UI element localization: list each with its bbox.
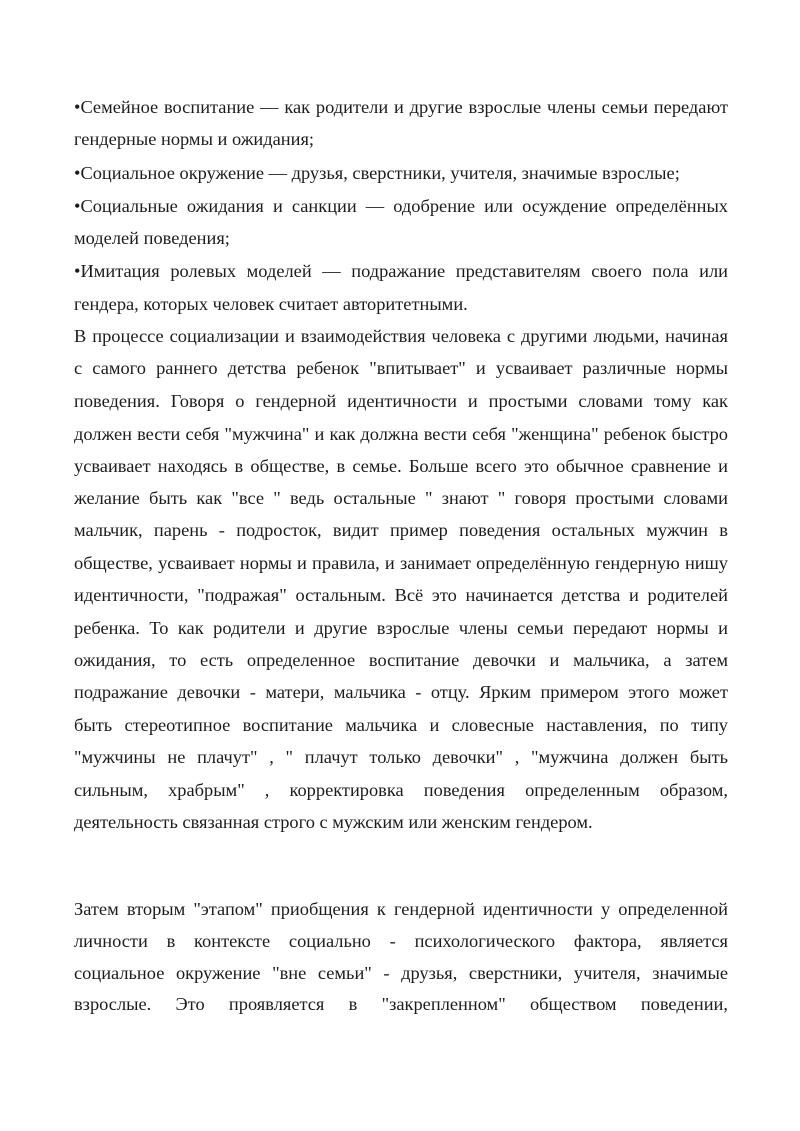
text-line: с самого раннего детства ребенок "впитывает" и усваивает различные нормы: [74, 358, 728, 378]
text-line: В процессе социализации и взаимодействия человека с другими людьми, начиная: [74, 326, 728, 346]
text-line: мальчик, парень - подросток, видит пример поведения остальных мужчин в: [74, 520, 728, 540]
text-line: •Имитация ролевых моделей — подражание представителям своего пола или: [74, 261, 728, 281]
text-line: социальное окружение "вне семьи" - друзья, сверстники, учителя, значимые: [74, 963, 728, 983]
text-line: •Семейное воспитание — как родители и другие взрослые члены семьи передают: [74, 97, 728, 117]
text-line: обществе, усваивает нормы и правила, и занимает определённую гендерную нишу: [74, 553, 728, 573]
text-line: моделей поведения;: [74, 228, 230, 248]
text-line: должен вести себя "мужчина" и как должна вести себя "женщина" ребенок быстро: [74, 424, 728, 444]
text-line: ребенка. То как родители и другие взрослые члены семьи передают нормы и: [74, 618, 728, 638]
text-line: гендерные нормы и ожидания;: [74, 129, 315, 149]
text-line: идентичности, "подражая" остальным. Всё это начинается детства и родителей: [74, 585, 728, 605]
text-line: деятельность связанная строго с мужским или женским гендером.: [74, 812, 593, 832]
text-line: •Социальное окружение — друзья, сверстники, учителя, значимые взрослые;: [74, 163, 680, 183]
text-line: "мужчины не плачут" , " плачут только девочки" , "мужчина должен быть: [74, 747, 728, 767]
text-line: •Социальные ожидания и санкции — одобрение или осуждение определённых: [74, 196, 728, 216]
text-line: сильным, храбрым" , корректировка поведения определенным образом,: [74, 780, 728, 800]
text-line: ожидания, то есть определенное воспитание девочки и мальчика, а затем: [74, 650, 728, 670]
text-line: личности в контексте социально - психологического фактора, является: [74, 931, 728, 951]
text-line: быть стереотипное воспитание мальчика и словесные наставления, по типу: [74, 715, 728, 735]
text-line: желание быть как "все " ведь остальные " знают " говоря простыми словами: [74, 488, 728, 508]
text-line: гендера, которых человек считает авторитетными.: [74, 294, 468, 314]
text-line: усваивает находясь в обществе, в семье. Больше всего это обычное сравнение и: [74, 456, 728, 476]
text-line: подражание девочки - матери, мальчика - отцу. Ярким примером этого может: [74, 682, 728, 702]
text-line: поведения. Говоря о гендерной идентичности и простыми словами тому как: [74, 391, 728, 411]
text-line: Затем вторым "этапом" приобщения к гендерной идентичности у определенной: [74, 899, 728, 919]
text-line: взрослые. Это проявляется в "закрепленном" обществом поведении,: [74, 994, 728, 1014]
